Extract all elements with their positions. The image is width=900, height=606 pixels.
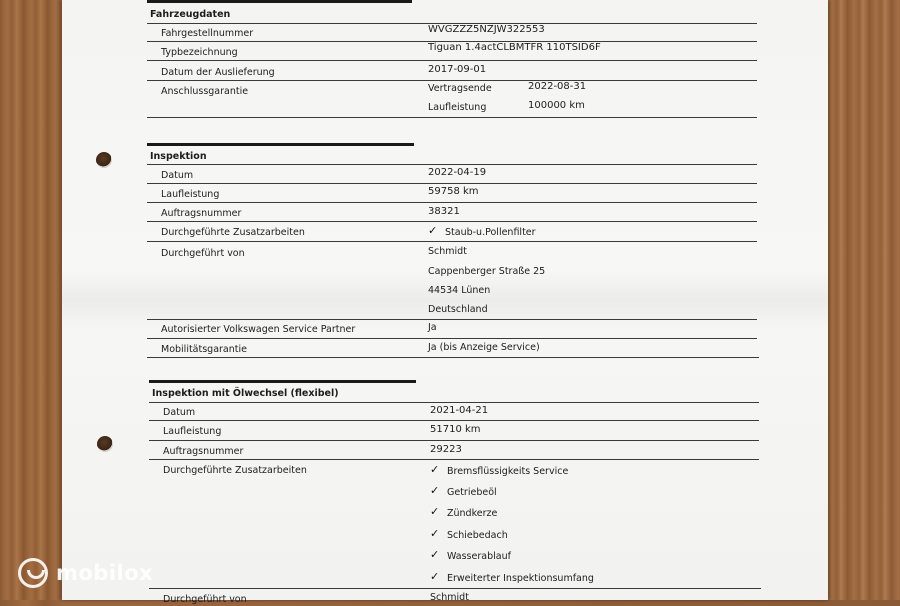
section-heading-inspection: Inspektion: [150, 151, 207, 162]
label-auftragsnummer: Auftragsnummer: [161, 208, 242, 219]
divider: [147, 60, 757, 61]
list-item: Erweiterter Inspektionsumfang: [447, 573, 594, 584]
divider: [147, 319, 757, 320]
divider: [149, 402, 759, 403]
sublabel-vertragsende: Vertragsende: [428, 83, 492, 94]
list-item: Bremsflüssigkeits Service: [447, 466, 569, 477]
mobilox-logo-icon: [18, 558, 48, 588]
value-vertragsende: 2022-08-31: [528, 81, 587, 92]
check-icon: ✓: [430, 548, 440, 561]
check-icon: ✓: [430, 484, 440, 497]
value-auftragsnummer: 29223: [430, 444, 462, 455]
label-typbezeichnung: Typbezeichnung: [161, 47, 238, 58]
label-zusatzarbeiten: Durchgeführte Zusatzarbeiten: [161, 227, 305, 238]
wood-table-right: [826, 0, 900, 600]
divider: [147, 117, 757, 118]
list-item: Wasserablauf: [447, 551, 511, 562]
label-datum: Datum: [163, 407, 196, 418]
label-anschlussgarantie: Anschlussgarantie: [161, 86, 249, 97]
value-laufleistung: 51710 km: [430, 424, 481, 435]
divider: [149, 440, 759, 441]
label-durchgefuehrt-von: Durchgeführt von: [161, 248, 245, 259]
list-item: Zündkerze: [447, 508, 498, 519]
label-durchgefuehrt-von: Durchgeführt von: [163, 594, 247, 605]
value-auftragsnummer: 38321: [428, 206, 460, 217]
label-fahrgestellnummer: Fahrgestellnummer: [161, 28, 254, 39]
punch-hole-bottom: [97, 436, 113, 452]
divider: [147, 80, 757, 81]
value-datum: 2021-04-21: [430, 405, 489, 416]
mobilox-logo-text: mobilox: [56, 561, 154, 585]
value-autorisierter-partner: Ja: [428, 322, 437, 333]
value-datum: 2022-04-19: [428, 167, 487, 178]
divider: [149, 459, 759, 460]
list-item: Schiebedach: [447, 530, 508, 541]
label-mobilitaetsgarantie: Mobilitätsgarantie: [161, 344, 247, 355]
section-rule-inspection-oil: [149, 380, 416, 383]
value-typbezeichnung: Tiguan 1.4actCLBMTFR 110TSID6F: [428, 42, 601, 53]
check-icon: ✓: [428, 224, 438, 237]
divider: [147, 357, 759, 358]
punch-hole-top: [96, 152, 112, 168]
section-rule-inspection: [147, 143, 414, 146]
value-mobilitaetsgarantie: Ja (bis Anzeige Service): [428, 342, 540, 353]
value-fahrgestellnummer: WVGZZZ5NZJW322553: [428, 24, 545, 35]
mobilox-watermark: [18, 556, 178, 590]
divider: [147, 202, 757, 203]
value-zusatzarbeiten: Staub-u.Pollenfilter: [445, 227, 536, 238]
section-heading-inspection-oil: Inspektion mit Ölwechsel (flexibel): [152, 388, 339, 399]
divider: [147, 183, 757, 184]
divider: [147, 338, 757, 339]
value-laufleistung: 59758 km: [428, 186, 479, 197]
label-autorisierter-partner: Autorisierter Volkswagen Service Partner: [161, 324, 356, 335]
label-laufleistung: Laufleistung: [163, 426, 222, 437]
sublabel-laufleistung: Laufleistung: [428, 102, 487, 113]
divider: [149, 588, 761, 589]
label-datum: Datum: [161, 170, 194, 181]
divider: [147, 221, 757, 222]
section-rule-vehicle: [147, 0, 412, 3]
divider: [147, 164, 757, 165]
check-icon: ✓: [430, 463, 440, 476]
check-icon: ✓: [430, 527, 440, 540]
divider: [147, 241, 757, 242]
label-zusatzarbeiten: Durchgeführte Zusatzarbeiten: [163, 465, 307, 476]
label-auftragsnummer: Auftragsnummer: [163, 446, 244, 457]
value-auslieferung: 2017-09-01: [428, 64, 487, 75]
value-partner-street: Cappenberger Straße 25: [428, 266, 546, 277]
check-icon: ✓: [430, 570, 440, 583]
value-partner-country: Deutschland: [428, 304, 488, 315]
value-durchgefuehrt-von: Schmidt: [430, 592, 469, 603]
wood-table-left: [0, 0, 64, 600]
check-icon: ✓: [430, 505, 440, 518]
value-partner-name: Schmidt: [428, 246, 467, 257]
label-auslieferung: Datum der Auslieferung: [161, 67, 275, 78]
value-partner-city: 44534 Lünen: [428, 285, 491, 296]
list-item: Getriebeöl: [447, 487, 497, 498]
divider: [149, 420, 759, 421]
value-garantie-laufleistung: 100000 km: [528, 100, 585, 111]
section-heading-vehicle: Fahrzeugdaten: [150, 9, 231, 20]
label-laufleistung: Laufleistung: [161, 189, 220, 200]
